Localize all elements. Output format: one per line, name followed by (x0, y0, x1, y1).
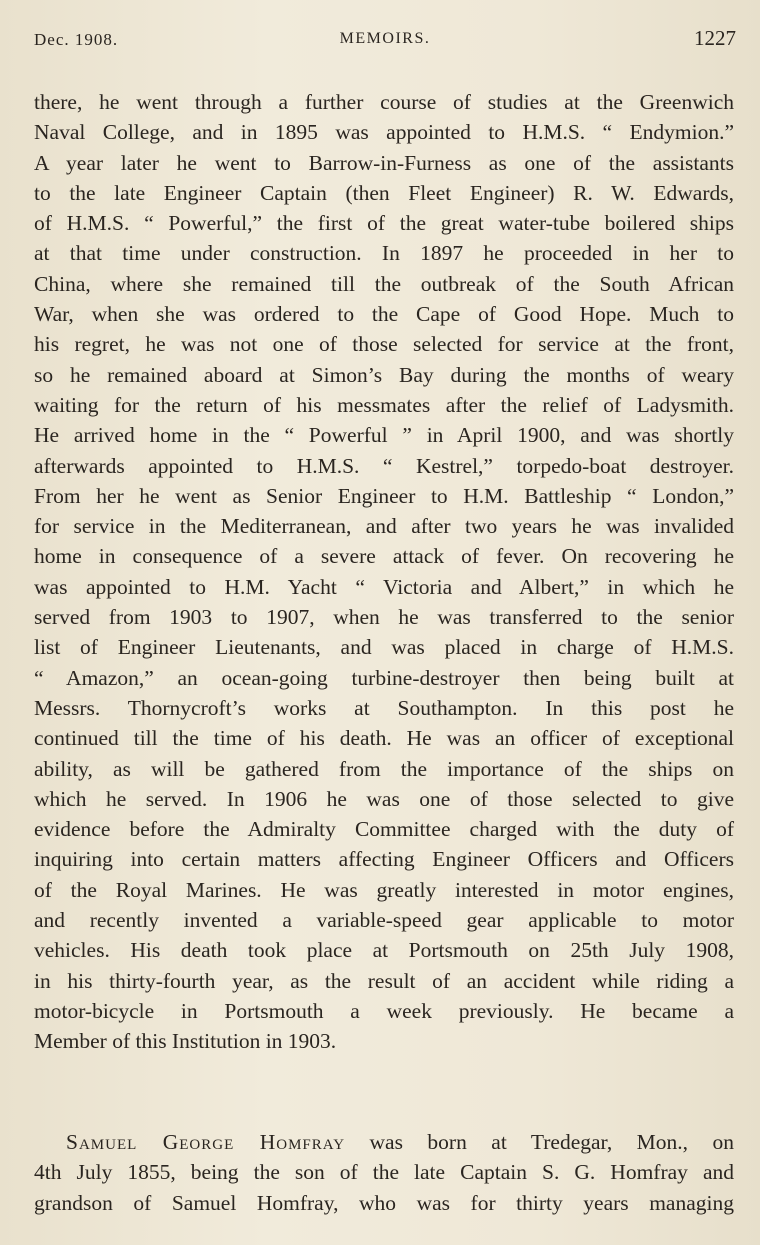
text-line: afterwards appointed to H.M.S. “ Kestrel,” torpedo-boat destroyer. (34, 453, 734, 478)
text-line: and recently invented a variable-speed gear applicable to motor (34, 908, 734, 933)
header-date: Dec. 1908. (34, 30, 119, 49)
text-fragment: was born at Tredegar, Mon., on (345, 1130, 734, 1154)
text-line: of H.M.S. “ Powerful,” the first of the great water-tube boilered ships (34, 211, 734, 236)
text-line: motor-bicycle in Portsmouth a week previously. He became a (34, 998, 734, 1023)
page-number: 1227 (694, 26, 736, 50)
text-line: 4th July 1855, being the son of the late Captain S. G. Homfray and (34, 1160, 734, 1185)
text-line: home in consequence of a severe attack of fever. On recovering he (34, 544, 734, 569)
text-line: Member of this Institution in 1903. (34, 1029, 337, 1054)
text-line: which he served. In 1906 he was one of those selected to give (34, 786, 734, 811)
text-line: his regret, he was not one of those selected for service at the front, (34, 332, 734, 357)
text-line: at that time under construction. In 1897 he proceeded in her to (34, 241, 734, 266)
text-line (34, 1127, 734, 1157)
text-line: to the late Engineer Captain (then Fleet Engineer) R. W. Edwards, (34, 180, 734, 205)
text-line: for service in the Mediterranean, and after two years he was invalided (34, 514, 734, 539)
memoir-paragraph-1 (34, 87, 734, 1057)
text-line: From her he went as Senior Engineer to H.M. Battleship “ London,” (34, 483, 734, 508)
text-line: in his thirty-fourth year, as the result of an accident while riding a (34, 968, 734, 993)
text-line: grandson of Samuel Homfray, who was for thirty years managing (34, 1190, 734, 1215)
text-line: ability, as will be gathered from the importance of the ships on (34, 756, 734, 781)
text-line: of the Royal Marines. He was greatly interested in motor engines, (34, 877, 734, 902)
text-line: continued till the time of his death. He was an officer of exceptional (34, 726, 734, 751)
text-line: A year later he went to Barrow-in-Furness as one of the assistants (34, 150, 734, 175)
text-line: so he remained aboard at Simon’s Bay during the months of weary (34, 362, 734, 387)
text-line: “ Amazon,” an ocean-going turbine-destroyer then being built at (34, 665, 734, 690)
running-header (34, 26, 736, 56)
text-line: War, when she was ordered to the Cape of Good Hope. Much to (34, 302, 734, 327)
text-line: was appointed to H.M. Yacht “ Victoria and Albert,” in which he (34, 574, 734, 599)
memoir-subject-name: Samuel George Homfray (66, 1130, 346, 1154)
text-line: served from 1903 to 1907, when he was transferred to the senior (34, 605, 734, 630)
text-line: evidence before the Admiralty Committee charged with the duty of (34, 817, 734, 842)
text-line: there, he went through a further course of studies at the Greenwich (34, 90, 734, 114)
text-line: China, where she remained till the outbreak of the South African (34, 271, 734, 296)
memoir-paragraph-2 (34, 1127, 734, 1218)
text-line: list of Engineer Lieutenants, and was placed in charge of H.M.S. (34, 635, 734, 660)
text-line: vehicles. His death took place at Portsmouth on 25th July 1908, (34, 938, 734, 963)
text-line: inquiring into certain matters affecting Engineer Officers and Officers (34, 847, 734, 872)
text-line: waiting for the return of his messmates after the relief of Ladysmith. (34, 392, 734, 417)
header-section-title: MEMOIRS. (339, 30, 431, 47)
text-line: Messrs. Thornycroft’s works at Southampton. In this post he (34, 695, 734, 720)
text-line: Naval College, and in 1895 was appointed to H.M.S. “ Endymion.” (34, 120, 734, 145)
text-line: He arrived home in the “ Powerful ” in April 1900, and was shortly (34, 423, 734, 448)
